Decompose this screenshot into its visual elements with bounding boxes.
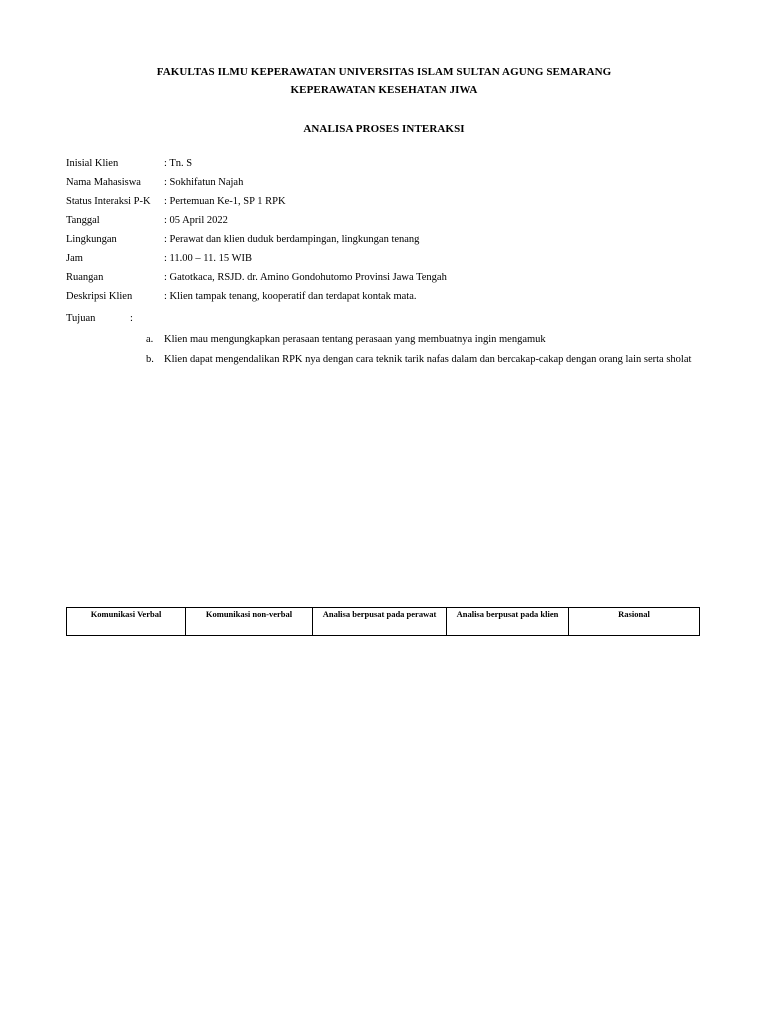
- department-heading: KEPERAWATAN KESEHATAN JIWA: [290, 84, 478, 96]
- goal-text: Klien mau mengungkapkan perasaan tentang perasaan yang membuatnya ingin mengamuk: [164, 334, 546, 345]
- info-label: Deskripsi Klien: [66, 291, 133, 302]
- info-label: Status Interaksi P-K: [66, 196, 151, 207]
- column-header-nonverbal: Komunikasi non-verbal: [186, 608, 313, 636]
- info-label: Nama Mahasiswa: [66, 177, 141, 188]
- goals-label: Tujuan: [66, 313, 96, 324]
- info-value: : Perawat dan klien duduk berdampingan, lingkungan tenang: [164, 234, 420, 245]
- info-value: : Klien tampak tenang, kooperatif dan terdapat kontak mata.: [164, 291, 417, 302]
- institution-heading: FAKULTAS ILMU KEPERAWATAN UNIVERSITAS ISLAM SULTAN AGUNG SEMARANG: [156, 66, 612, 78]
- goal-item: [146, 350, 706, 370]
- column-header-nurse-analysis: Analisa berpusat pada perawat: [313, 608, 447, 636]
- info-value: : Pertemuan Ke-1, SP 1 RPK: [164, 196, 286, 207]
- info-value: : 11.00 – 11. 15 WIB: [164, 253, 252, 264]
- goal-text: Klien dapat mengendalikan RPK nya dengan cara teknik tarik nafas dalam dan bercakap-cakap dengan orang lain serta sholat: [164, 354, 692, 365]
- goals-heading: [66, 313, 133, 324]
- interaction-analysis-table: [66, 607, 700, 636]
- info-label: Inisial Klien: [66, 158, 119, 169]
- info-value: : Sokhifatun Najah: [164, 177, 244, 188]
- info-label: Tanggal: [66, 215, 100, 226]
- document-title: ANALISA PROSES INTERAKSI: [303, 123, 465, 135]
- info-value: : 05 April 2022: [164, 215, 228, 226]
- info-label: Lingkungan: [66, 234, 117, 245]
- column-header-rationale: Rasional: [569, 608, 700, 636]
- info-label: Jam: [66, 253, 83, 264]
- info-label: Ruangan: [66, 272, 104, 283]
- column-header-verbal: Komunikasi Verbal: [67, 608, 186, 636]
- goal-marker: b.: [146, 354, 154, 365]
- info-value: : Gatotkaca, RSJD. dr. Amino Gondohutomo Provinsi Jawa Tengah: [164, 272, 447, 283]
- goal-marker: a.: [146, 334, 154, 345]
- info-value: : Tn. S: [164, 158, 193, 169]
- table-header-row: [67, 608, 700, 636]
- goals-list: [146, 330, 706, 370]
- goals-colon: :: [130, 313, 133, 324]
- column-header-client-analysis: Analisa berpusat pada klien: [447, 608, 569, 636]
- goal-item: [146, 330, 706, 350]
